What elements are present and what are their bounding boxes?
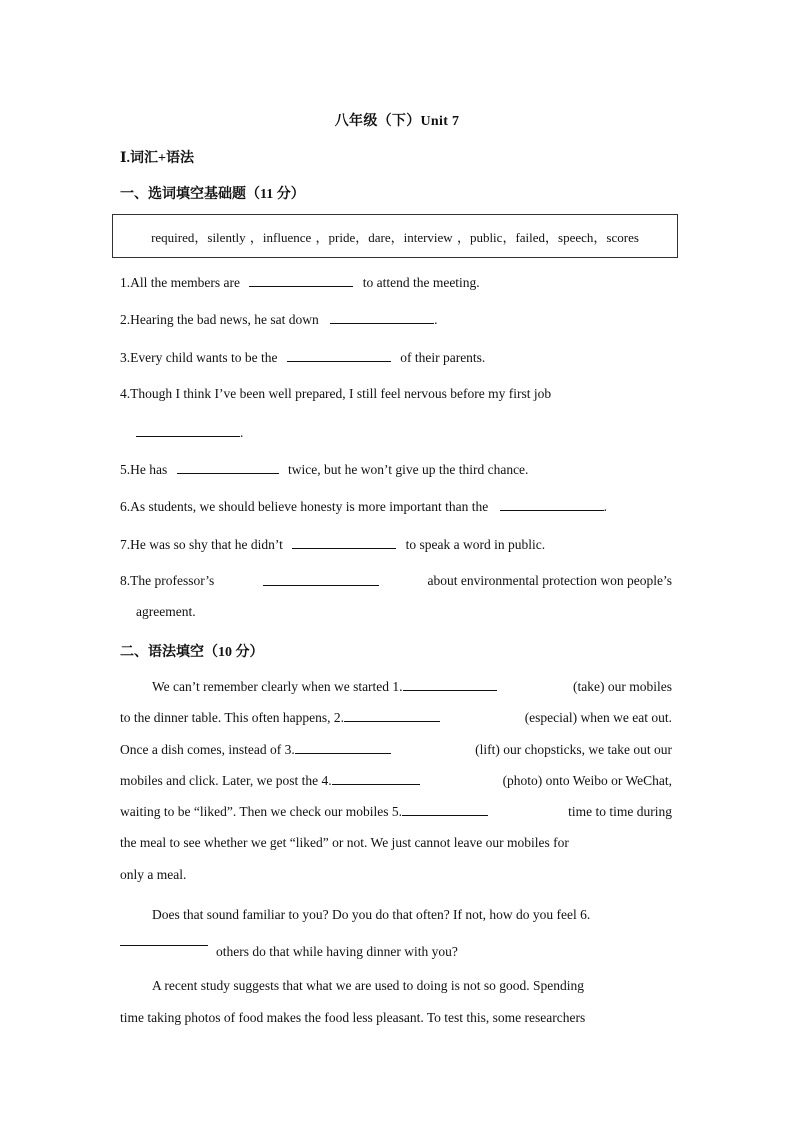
answer-blank[interactable] — [332, 772, 420, 785]
question-1: 1.All the members are to attend the meeting. — [120, 275, 480, 290]
answer-blank[interactable] — [402, 803, 488, 816]
passage-paragraph-2 — [120, 896, 672, 970]
answer-blank[interactable] — [344, 709, 440, 722]
answer-blank[interactable] — [295, 741, 391, 754]
answer-blank[interactable] — [136, 424, 240, 437]
passage-line: only a meal. — [120, 866, 187, 882]
question-2: 2.Hearing the bad news, he sat down . — [120, 312, 438, 327]
passage-line: A recent study suggests that what we are used to doing is not so good. Spending — [152, 978, 584, 993]
part2-heading: 二、语法填空（10 分） — [120, 645, 264, 660]
question-5: 5.He has twice, but he won’t give up the third chance. — [120, 462, 529, 477]
question-8-line2: agreement. — [136, 604, 196, 619]
passage-line: mobiles and click. Later, we post the 4. (photo) onto Weibo or WeChat, — [120, 772, 672, 788]
question-8: 8.The professor’s about environmental protection won people’s — [120, 573, 672, 588]
passage-line: We can’t remember clearly when we started 1. (take) our mobiles — [152, 679, 672, 694]
answer-blank[interactable] — [120, 933, 208, 946]
question-3: 3.Every child wants to be the of their parents. — [120, 350, 486, 365]
passage-line: time taking photos of food makes the food less pleasant. To test this, some researchers — [120, 1010, 586, 1025]
answer-blank[interactable] — [263, 573, 379, 586]
passage-line: Once a dish comes, instead of 3. (lift) our chopsticks, we take out our — [120, 741, 672, 757]
answer-blank[interactable] — [292, 536, 396, 549]
question-4: 4.Though I think I’ve been well prepared, I still feel nervous before my first job — [120, 386, 552, 401]
question-6: 6.As students, we should believe honesty is more important than the . — [120, 499, 607, 514]
word-bank-text: required，silently ，influence ，pride，dare，interview ，public，failed，speech，scores — [151, 229, 639, 245]
answer-blank[interactable] — [403, 678, 497, 691]
answer-blank[interactable] — [287, 349, 391, 362]
passage-line: to the dinner table. This often happens, 2. (especial) when we eat out. — [120, 710, 672, 726]
question-4-line2: . — [136, 424, 243, 441]
answer-blank[interactable] — [177, 461, 279, 474]
section-heading: Ⅰ.词汇+语法 — [120, 151, 195, 166]
answer-blank[interactable] — [330, 311, 434, 324]
answer-blank[interactable] — [500, 498, 604, 511]
passage-line: waiting to be “liked”. Then we check our mobiles 5. time to time during — [120, 804, 672, 820]
question-7: 7.He was so shy that he didn’t to speak a word in public. — [120, 537, 546, 552]
word-bank-box — [112, 214, 678, 258]
passage-line: the meal to see whether we get “liked” or not. We just cannot leave our mobiles for — [120, 835, 569, 851]
passage-line: Does that sound familiar to you? Do you do that often? If not, how do you feel 6. — [152, 907, 591, 922]
passage-line: others do that while having dinner with you? — [120, 933, 672, 970]
passage-paragraph-3 — [120, 970, 672, 1034]
answer-blank[interactable] — [249, 274, 353, 287]
page-title: 八年级（下）Unit 7 — [334, 114, 460, 129]
part1-heading: 一、选词填空基础题（11 分） — [120, 187, 305, 202]
passage-paragraph-1 — [120, 671, 672, 890]
